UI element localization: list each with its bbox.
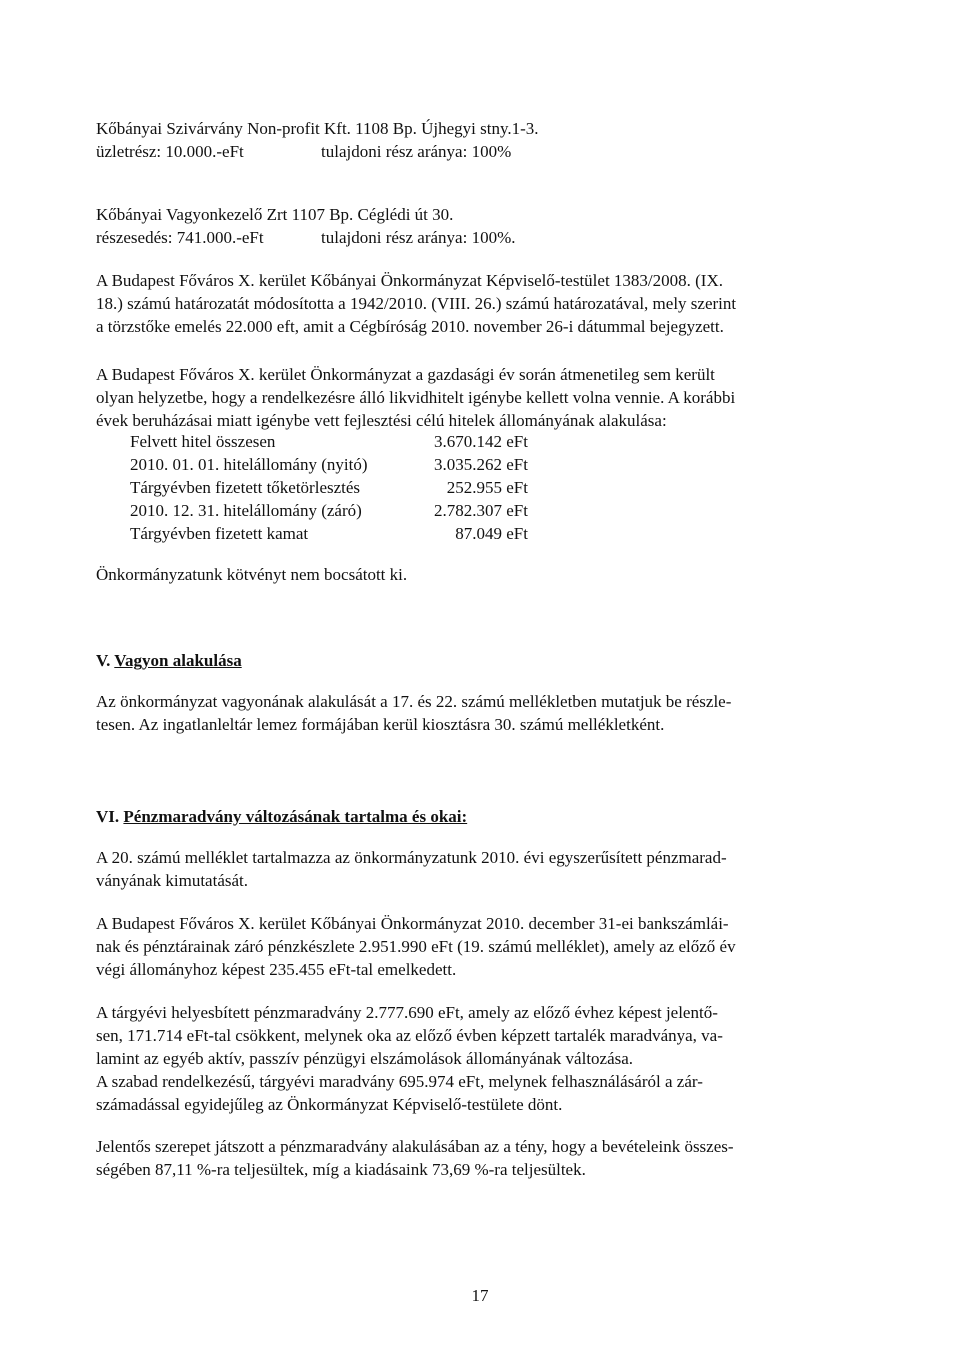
section5-number: V. (96, 651, 111, 670)
loan-row-value: 3.670.142 eFt (434, 432, 528, 451)
section6-p3-line-4: A szabad rendelkezésű, tárgyévi maradvány 695.974 eFt, melynek felhasználásáról a zár- (96, 1072, 703, 1091)
loan-row-value: 2.782.307 eFt (434, 501, 528, 520)
company1-ownership-share: tulajdoni rész aránya: 100% (321, 142, 512, 161)
page-number: 17 (471, 1286, 489, 1305)
company2-block (96, 203, 844, 249)
bonds-note-text: Önkormányzatunk kötvényt nem bocsátott ki. (96, 565, 408, 584)
section6-p2-line-3: végi állományhoz képest 235.455 eFt-tal emelkedett. (96, 960, 457, 979)
section6-p1-line-2: ványának kimutatását. (96, 871, 249, 890)
loan-table (96, 430, 844, 545)
section6-paragraph-2 (96, 912, 844, 981)
resolution-line-3: a törzstőke emelés 22.000 eft, amit a Cégbíróság 2010. november 26-i dátummal bejegyzett. (96, 317, 724, 336)
section6-p4-line-1: Jelentős szerepet játszott a pénzmaradvány alakulásában az a tény, hogy a bevételeink összes- (96, 1137, 734, 1156)
loan-row-label: Tárgyévben fizetett kamat (130, 524, 309, 543)
loans-line-2: olyan helyzetbe, hogy a rendelkezésre álló likvidhitelt igénybe kellett volna vennie. A korábbi (96, 388, 736, 407)
loan-table-row (96, 499, 844, 522)
section6-p4-line-2: ségében 87,11 %-ra teljesültek, míg a kiadásaink 73,69 %-ra teljesültek. (96, 1160, 586, 1179)
section5-line-1: Az önkormányzat vagyonának alakulását a 17. és 22. számú mellékletben mutatjuk be részle- (96, 692, 732, 711)
company1-stake: üzletrész: 10.000.-eFt (96, 142, 244, 161)
section6-paragraph-1 (96, 846, 844, 892)
section5-line-2: tesen. Az ingatlanleltár lemez formájában kerül kiosztásra 30. számú mellékletként. (96, 715, 665, 734)
section6-p3-line-3: lamint az egyéb aktív, passzív pénzügyi elszámolások állományának változása. (96, 1049, 634, 1068)
section6-number: VI. (96, 807, 120, 826)
section6-p3-line-5: számadással egyidejűleg az Önkormányzat Képviselő-testülete dönt. (96, 1095, 563, 1114)
loans-line-1: A Budapest Főváros X. kerület Önkormányzat a gazdasági év során átmenetileg sem került (96, 365, 715, 384)
loan-table-row (96, 522, 844, 545)
loan-row-label: 2010. 12. 31. hitelállomány (záró) (130, 501, 362, 520)
loans-line-3: évek beruházásai miatt igénybe vett fejlesztési célú hitelek állományának alakulása: (96, 411, 667, 430)
section5-title: Vagyon alakulása (114, 651, 242, 670)
section6-p2-line-2: nak és pénztárainak záró pénzkészlete 2.951.990 eFt (19. számú melléklet), amely az előző év (96, 937, 736, 956)
loan-table-row (96, 476, 844, 499)
company1-stake-line (96, 140, 844, 163)
loan-row-value: 3.035.262 eFt (434, 455, 528, 474)
section6-heading (96, 805, 467, 828)
section5-paragraph (96, 690, 844, 736)
loans-paragraph (96, 363, 844, 432)
loan-table-row (96, 453, 844, 476)
bonds-note (96, 563, 844, 586)
section6-p3-line-2: sen, 171.714 eFt-tal csökkent, melynek oka az előző évben képzett tartalék maradványa, va- (96, 1026, 723, 1045)
loan-row-label: Felvett hitel összesen (130, 432, 276, 451)
company1-name-address: Kőbányai Szivárvány Non-profit Kft. 1108 Bp. Újhegyi stny.1-3. (96, 119, 539, 138)
section6-p2-line-1: A Budapest Főváros X. kerület Kőbányai Önkormányzat 2010. december 31-ei bankszámlái- (96, 914, 729, 933)
section6-paragraph-4 (96, 1135, 844, 1181)
section6-p3-line-1: A tárgyévi helyesbített pénzmaradvány 2.777.690 eFt, amely az előző évhez képest jelentő- (96, 1003, 718, 1022)
section6-paragraph-3 (96, 1001, 844, 1116)
resolution-line-1: A Budapest Főváros X. kerület Kőbányai Önkormányzat Képviselő-testület 1383/2008. (IX. (96, 271, 723, 290)
section6-title: Pénzmaradvány változásának tartalma és okai: (123, 807, 468, 826)
company2-ownership-share: tulajdoni rész aránya: 100%. (321, 228, 516, 247)
section5-heading (96, 649, 242, 672)
company1-block (96, 117, 844, 163)
loan-table-row (96, 430, 844, 453)
company2-name-address: Kőbányai Vagyonkezelő Zrt 1107 Bp. Céglédi út 30. (96, 205, 454, 224)
loan-row-label: 2010. 01. 01. hitelállomány (nyitó) (130, 455, 368, 474)
loan-row-value: 252.955 eFt (446, 478, 528, 497)
section6-p1-line-1: A 20. számú melléklet tartalmazza az önkormányzatunk 2010. évi egyszerűsített pénzmarad- (96, 848, 727, 867)
loan-row-value: 87.049 eFt (455, 524, 528, 543)
company2-stake-line (96, 226, 844, 249)
resolution-line-2: 18.) számú határozatát módosította a 1942/2010. (VIII. 26.) számú határozatával, mely szerint (96, 294, 737, 313)
company2-stake: részesedés: 741.000.-eFt (96, 228, 264, 247)
resolution-paragraph (96, 269, 844, 338)
loan-row-label: Tárgyévben fizetett tőketörlesztés (130, 478, 361, 497)
